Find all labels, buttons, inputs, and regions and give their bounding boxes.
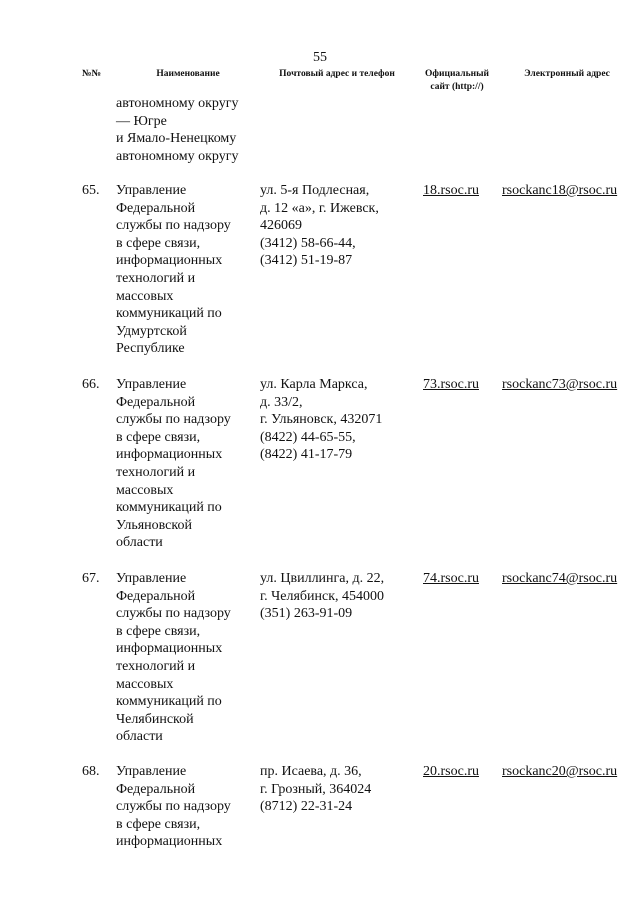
email-link[interactable]: rsockanc74@rsoc.ru <box>502 571 618 586</box>
header-site: Официальный сайт (http://) <box>425 69 489 92</box>
name-line: в сфере связи, <box>116 816 201 832</box>
address-line: (351) 263-91-09 <box>260 606 353 622</box>
name-line: технологий и <box>116 270 196 286</box>
address-line: 426069 <box>260 218 302 234</box>
name-line: массовых <box>116 288 174 304</box>
name-line: информационных <box>116 447 223 463</box>
site-link[interactable]: 74.rsoc.ru <box>423 571 479 586</box>
name-line: службы по надзору <box>116 799 231 815</box>
row-number: 68. <box>82 764 100 779</box>
address-line: ул. 5-я Подлесная, <box>260 183 370 198</box>
page-number: 55 <box>313 50 327 65</box>
name-line: службы по надзору <box>116 412 231 428</box>
name-line: Республике <box>116 341 185 357</box>
site-link[interactable]: 18.rsoc.ru <box>423 183 479 198</box>
address-line: д. 33/2, <box>260 394 303 410</box>
address-line: г. Челябинск, 454000 <box>260 588 385 604</box>
row-address <box>260 182 415 270</box>
name-line: информационных <box>116 834 223 850</box>
continued-line: автономному округу <box>116 96 239 111</box>
name-line: в сфере связи, <box>116 623 201 639</box>
name-line: Челябинской <box>116 711 194 727</box>
row-number: 65. <box>82 183 100 198</box>
row-number: 66. <box>82 377 100 392</box>
row-number: 67. <box>82 571 100 586</box>
name-line: технологий и <box>116 464 196 480</box>
address-line: (8422) 41-17-79 <box>260 447 353 463</box>
name-line: массовых <box>116 482 174 498</box>
row-name <box>116 182 256 358</box>
header-number: №№ <box>82 69 102 79</box>
header-email: Электронный адрес <box>524 69 610 79</box>
name-line: в сфере связи, <box>116 429 201 445</box>
row-address <box>260 763 415 816</box>
row-address <box>260 376 415 464</box>
name-line: коммуникаций по <box>116 306 222 322</box>
name-line: коммуникаций по <box>116 694 222 710</box>
name-line: Управление <box>116 183 187 198</box>
site-link[interactable]: 73.rsoc.ru <box>423 377 479 392</box>
name-line: области <box>116 729 163 745</box>
address-line: д. 12 «а», г. Ижевск, <box>260 200 379 216</box>
name-line: Федеральной <box>116 781 196 797</box>
name-line: службы по надзору <box>116 218 231 234</box>
row-name <box>116 763 256 851</box>
address-line: (3412) 51-19-87 <box>260 253 353 269</box>
name-line: технологий и <box>116 658 196 674</box>
name-line: коммуникаций по <box>116 500 222 516</box>
name-line: Федеральной <box>116 588 196 604</box>
continued-line: — Югре <box>116 113 167 129</box>
name-line: службы по надзору <box>116 606 231 622</box>
email-link[interactable]: rsockanc73@rsoc.ru <box>502 377 618 392</box>
email-link[interactable]: rsockanc20@rsoc.ru <box>502 764 618 779</box>
name-line: в сфере связи, <box>116 235 201 251</box>
name-line: Удмуртской <box>116 323 187 339</box>
name-line: массовых <box>116 676 174 692</box>
name-line: информационных <box>116 253 223 269</box>
header-address: Почтовый адрес и телефон <box>279 69 395 79</box>
name-line: Управление <box>116 764 187 779</box>
name-line: Федеральной <box>116 200 196 216</box>
name-line: Федеральной <box>116 394 196 410</box>
address-line: г. Ульяновск, 432071 <box>260 412 383 428</box>
address-line: (8712) 22-31-24 <box>260 799 353 815</box>
name-line: информационных <box>116 641 223 657</box>
name-line: Управление <box>116 571 187 586</box>
address-line: пр. Исаева, д. 36, <box>260 764 362 779</box>
address-line: ул. Цвиллинга, д. 22, <box>260 571 385 586</box>
name-line: области <box>116 535 163 551</box>
continued-line: и Ямало-Ненецкому <box>116 131 237 147</box>
address-line: (8422) 44-65-55, <box>260 429 356 445</box>
row-address <box>260 570 415 623</box>
name-line: Ульяновской <box>116 517 192 533</box>
email-link[interactable]: rsockanc18@rsoc.ru <box>502 183 618 198</box>
continued-name-cell <box>116 95 256 165</box>
site-link[interactable]: 20.rsoc.ru <box>423 764 479 779</box>
address-line: ул. Карла Маркса, <box>260 377 368 392</box>
header-name: Наименование <box>156 69 220 79</box>
name-line: Управление <box>116 377 187 392</box>
row-name <box>116 376 256 552</box>
row-name <box>116 570 256 746</box>
address-line: г. Грозный, 364024 <box>260 781 372 797</box>
address-line: (3412) 58-66-44, <box>260 235 356 251</box>
continued-line: автономному округу <box>116 148 239 164</box>
